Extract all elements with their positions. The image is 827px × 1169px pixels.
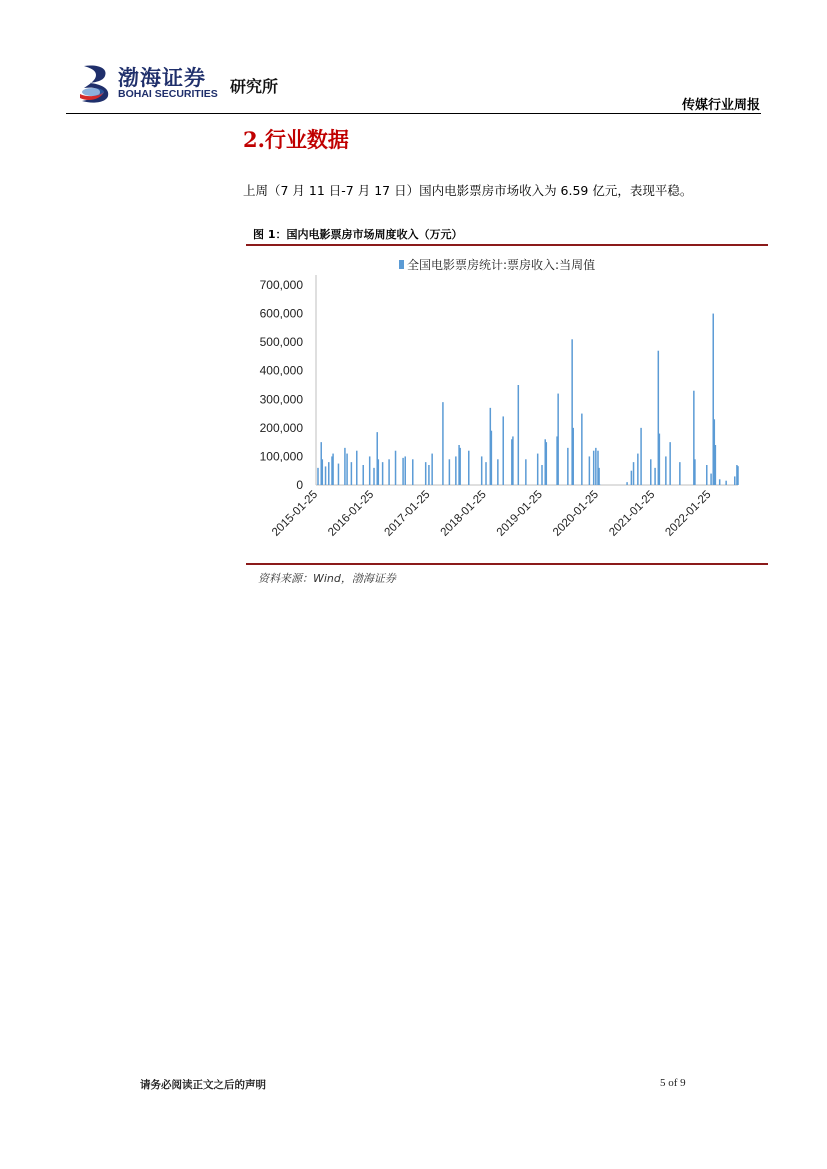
- chart-bars: [317, 314, 739, 485]
- chart-bar: [481, 456, 483, 485]
- chart-bar: [328, 462, 330, 485]
- x-axis-ticks: [270, 489, 713, 539]
- chart-bar: [633, 462, 635, 485]
- chart-bar: [640, 428, 642, 485]
- bohai-logo: [78, 62, 298, 106]
- chart-bar: [388, 459, 390, 485]
- chart-bar: [338, 464, 340, 485]
- legend-swatch: [399, 260, 404, 269]
- chart-bar: [402, 458, 404, 485]
- x-tick-label: 2019-01-25: [494, 488, 545, 539]
- box-office-chart: [246, 247, 768, 562]
- y-axis-ticks: [260, 278, 304, 492]
- chart-bar: [449, 459, 451, 485]
- figure-title: 图 1：国内电影票房市场周度收入（万元）: [253, 228, 463, 241]
- chart-bar: [593, 451, 595, 485]
- x-tick-label: 2021-01-25: [607, 488, 658, 539]
- chart-bar: [395, 451, 397, 485]
- logo-chinese-name: 渤海证券: [118, 65, 206, 90]
- chart-bar: [589, 456, 591, 485]
- chart-bar: [694, 459, 696, 485]
- chart-bar: [404, 456, 406, 485]
- chart-bar: [459, 448, 461, 485]
- chart-bar: [428, 465, 430, 485]
- chart-bar: [344, 448, 346, 485]
- chart-bar: [431, 454, 433, 485]
- chart-bar: [581, 414, 583, 485]
- chart-bar: [737, 466, 739, 485]
- chart-bar: [669, 442, 671, 485]
- chart-bar: [637, 454, 639, 485]
- chart-bar: [557, 394, 559, 485]
- y-tick-label: 300,000: [259, 392, 303, 407]
- chart-bar: [455, 456, 457, 485]
- y-tick-label: 100,000: [259, 449, 303, 464]
- chart-bar: [442, 402, 444, 485]
- chart-bar: [595, 448, 597, 485]
- chart-bar: [369, 456, 371, 485]
- x-tick-label: 2018-01-25: [438, 488, 489, 539]
- y-tick-label: 0: [296, 478, 303, 492]
- body-paragraph: 上周（7 月 11 日-7 月 17 日）国内电影票房市场收入为 6.59 亿元，表现平稳。: [243, 183, 693, 198]
- chart-bar: [572, 428, 574, 485]
- chart-bar: [715, 445, 717, 485]
- chart-bar: [654, 468, 656, 485]
- chart-bar: [468, 451, 470, 485]
- chart-bar: [706, 465, 708, 485]
- chart-bar: [665, 456, 667, 485]
- chart-bar: [659, 434, 661, 485]
- figure-bottom-rule: [246, 563, 768, 565]
- figure-source: 资料来源：Wind，渤海证券: [258, 572, 396, 585]
- chart-bar: [317, 468, 319, 485]
- chart-bar: [710, 474, 712, 485]
- chart-bar: [412, 459, 414, 485]
- chart-bar: [631, 471, 633, 485]
- chart-bar: [502, 416, 504, 485]
- chart-bar: [425, 462, 427, 485]
- chart-bar: [491, 431, 493, 485]
- chart-bar: [525, 459, 527, 485]
- chart-bar: [362, 465, 364, 485]
- chart-bar: [650, 459, 652, 485]
- chart-bar: [734, 476, 736, 485]
- chart-bar: [518, 385, 520, 485]
- chart-bar: [322, 459, 324, 485]
- report-type: 传媒行业周报: [681, 98, 760, 113]
- chart-bar: [325, 466, 327, 485]
- chart-bar: [626, 482, 628, 485]
- chart-bar: [351, 462, 353, 485]
- page-number: 5 of 9: [660, 1077, 686, 1089]
- chart-bar: [332, 454, 334, 485]
- y-tick-label: 200,000: [259, 420, 303, 435]
- chart-bar: [546, 442, 548, 485]
- x-tick-label: 2022-01-25: [663, 488, 714, 539]
- chart-bar: [485, 462, 487, 485]
- chart-bar: [541, 465, 543, 485]
- logo-english-name: BOHAI SECURITIES: [118, 88, 218, 100]
- chart-bar: [378, 459, 380, 485]
- x-tick-label: 2020-01-25: [550, 488, 602, 539]
- y-tick-label: 400,000: [259, 363, 303, 378]
- chart-bar: [512, 436, 514, 485]
- chart-bar: [382, 462, 384, 485]
- x-tick-label: 2015-01-25: [270, 488, 321, 539]
- chart-bar: [497, 459, 499, 485]
- figure-top-rule: [246, 244, 768, 246]
- x-tick-label: 2016-01-25: [326, 488, 377, 539]
- chart-bar: [346, 454, 348, 485]
- chart-bar: [679, 462, 681, 485]
- section-title: 2.行业数据: [243, 127, 349, 152]
- institute-name: 研究所: [230, 77, 279, 96]
- chart-bar: [356, 451, 358, 485]
- chart-bar: [598, 468, 600, 485]
- chart-bar: [373, 468, 375, 485]
- footer-disclaimer: 请务必阅读正文之后的声明: [140, 1079, 266, 1091]
- y-tick-label: 700,000: [259, 278, 303, 292]
- x-tick-label: 2017-01-25: [382, 488, 433, 539]
- chart-bar: [567, 448, 569, 485]
- header-divider: [66, 113, 761, 114]
- legend-label: 全国电影票房统计:票房收入:当周值: [407, 258, 596, 272]
- chart-legend: [399, 257, 595, 272]
- chart-bar: [537, 454, 539, 485]
- chart-bar: [719, 479, 721, 485]
- y-tick-label: 500,000: [259, 335, 303, 350]
- chart-bar: [725, 481, 727, 485]
- bohai-logo-mark-icon: [78, 62, 116, 104]
- y-tick-label: 600,000: [259, 306, 303, 321]
